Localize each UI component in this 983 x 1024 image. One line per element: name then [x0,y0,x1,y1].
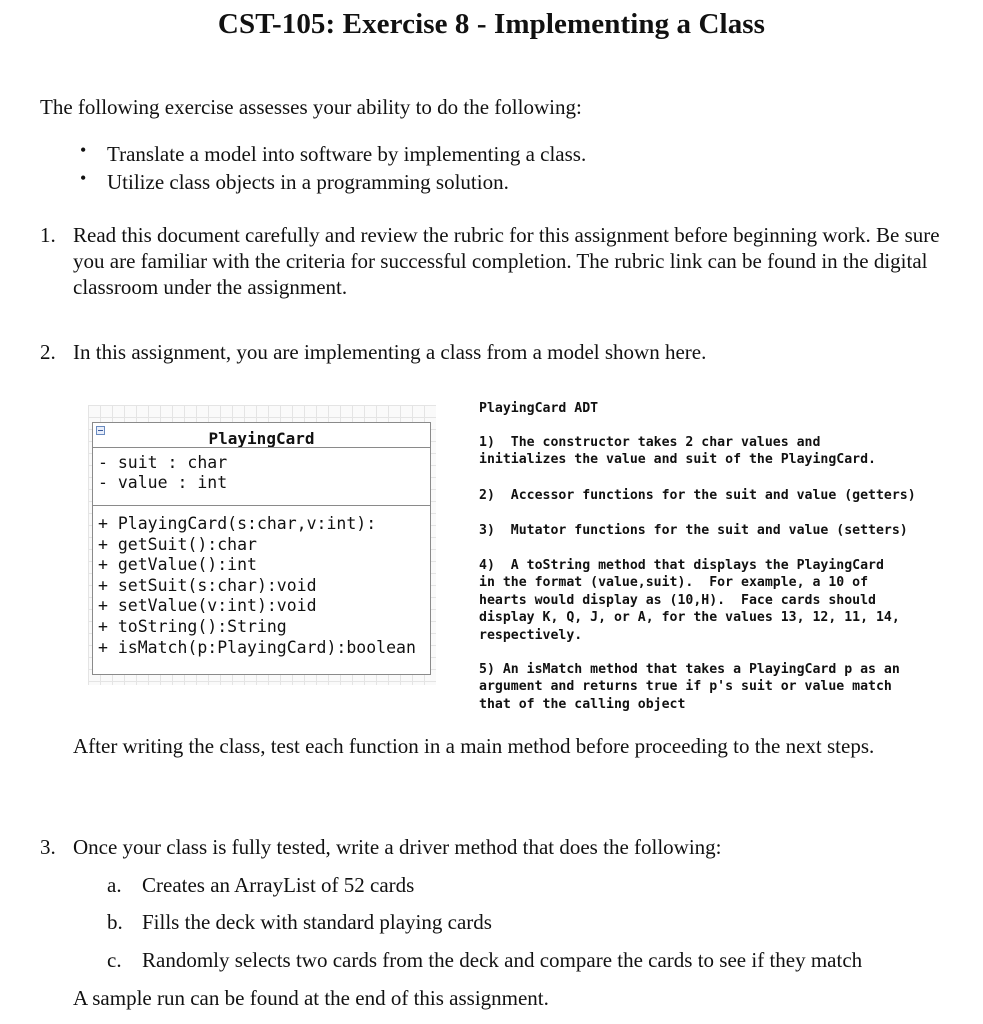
adt-heading: PlayingCard ADT [479,401,599,416]
adt-item: 3) Mutator functions for the suit and value (setters) [479,523,908,538]
uml-method: + isMatch(p:PlayingCard):boolean [98,637,416,657]
bullet-icon: • [80,140,87,160]
driver-item-text: Fills the deck with standard playing cards [142,910,492,934]
uml-divider [93,447,430,448]
step-text: Once your class is fully tested, write a driver method that does the following: [73,835,722,859]
uml-method: + setSuit(s:char):void [98,575,317,595]
driver-item-label: a. [107,873,122,897]
driver-item-label: c. [107,948,122,972]
step-text: In this assignment, you are implementing a class from a model shown here. [73,340,707,364]
uml-method: + PlayingCard(s:char,v:int): [98,514,377,533]
closing-text: A sample run can be found at the end of this assignment. [73,986,549,1010]
uml-divider [93,505,430,506]
driver-item-label: b. [107,910,123,934]
bullet-icon: • [80,168,87,188]
uml-attribute: - suit : char [98,453,228,472]
bullet-item: Translate a model into software by implementing a class. [107,142,587,166]
uml-method: + setValue(v:int):void [98,596,317,616]
adt-item: 1) The constructor takes 2 char values and initializes the value and suit of the PlayingCard. [479,435,876,468]
uml-class-name: PlayingCard [208,429,315,448]
driver-item-text: Creates an ArrayList of 52 cards [142,873,415,897]
uml-method: + getValue():int [98,555,257,575]
step-number: 1. [40,223,56,247]
adt-item: 5) An isMatch method that takes a PlayingCard p as an argument and returns true if p's suit or value match that of the calling object [479,662,900,712]
bullet-item: Utilize class objects in a programming solution. [107,170,509,194]
adt-item: 4) A toString method that displays the PlayingCard in the format (value,suit). For example, a 10 of hearts would display as (10,H). Face cards should display K, Q, J, or A, for the values 13, 12, 11, 14, respectively. [479,558,900,643]
after-model-text: After writing the class, test each function in a main method before proceeding to the next steps. [73,734,875,758]
step-text: Read this document carefully and review the rubric for this assignment before beginning work. Be sure you are familiar with the criteria for successful completion. The rubric link can be found in the digital classroom under the assignment. [73,223,940,299]
uml-class-diagram [88,405,436,685]
step-number: 3. [40,835,56,859]
adt-item: 2) Accessor functions for the suit and value (getters) [479,488,916,503]
page-title: CST-105: Exercise 8 - Implementing a Class [217,8,766,40]
intro-text: The following exercise assesses your ability to do the following: [40,95,582,119]
step-number: 2. [40,340,56,364]
driver-item-text: Randomly selects two cards from the deck and compare the cards to see if they match [142,948,863,972]
uml-method: + getSuit():char [98,534,257,554]
uml-class-box [92,422,431,675]
uml-attribute: - value : int [98,473,228,492]
uml-method: + toString():String [98,617,287,636]
